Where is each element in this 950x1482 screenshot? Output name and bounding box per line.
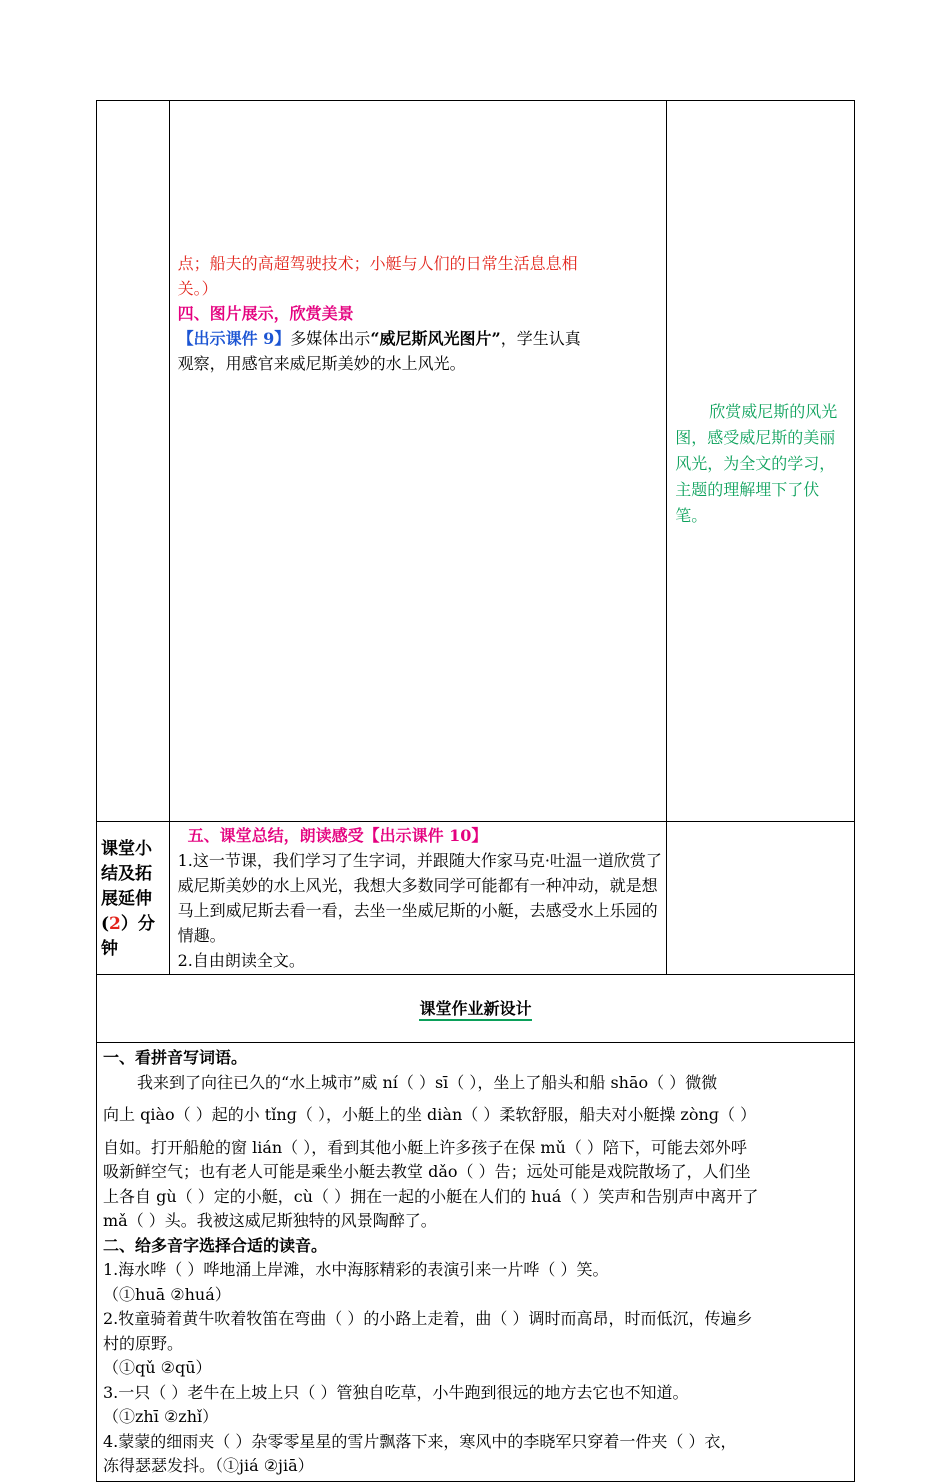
summary-row — [97, 822, 855, 975]
question-2-options: （①qǔ ②qū） — [103, 1358, 212, 1377]
homework-cell — [97, 1043, 855, 1482]
summary-point-1: 1.这一节课，我们学习了生字词，并跟随大作家马克·吐温一道欣赏了威尼斯美妙的水上风光，我想大多数同学可能都有一种冲动，就是想马上到威尼斯去看一看，去坐一坐威尼斯的小艇，去感受水上乐园的情趣。 — [177, 851, 662, 945]
question-1: 1.海水哗（ ）哗地涌上岸滩，水中海豚精彩的表演引来一片哗（ ）笑。 — [103, 1260, 609, 1279]
pinyin-line: 我来到了向往已久的“水上城市”威 ní（ ）sī（ ），坐上了船头和船 shāo（ ）微微 — [137, 1072, 718, 1092]
pinyin-line: 吸新鲜空气；也有老人可能是乘坐小艇去教堂 dǎo（ ）告；远处可能是戏院散场了，人们坐 — [103, 1162, 751, 1181]
lesson-plan-sheet — [96, 100, 855, 1482]
question-3-options: （①zhī ②zhǐ） — [103, 1407, 219, 1426]
question-2: 2.牧童骑着黄牛吹着牧笛在弯曲（ ）的小路上走着，曲（ ）调时而高昂，时而低沉，传遍乡 — [103, 1309, 753, 1328]
pinyin-line: mǎ（ ）头。我被这威尼斯独特的风景陶醉了。 — [103, 1211, 437, 1230]
side-note: 欣赏威尼斯的风光图，感受威尼斯的美丽风光，为全文的学习，主题的理解埋下了伏笔。 — [675, 402, 838, 525]
red-note-line: 关。） — [177, 279, 218, 298]
homework-title-cell — [97, 975, 855, 1043]
summary-point-2: 2.自由朗读全文。 — [177, 951, 305, 970]
question-4-continuation: 冻得瑟瑟发抖。（①jiá ②jiā） — [103, 1456, 314, 1475]
summary-note-cell — [667, 822, 855, 975]
homework-title-row — [97, 975, 855, 1043]
question-3: 3.一只（ ）老牛在上坡上只（ ）管独自吃草，小牛跑到很远的地方去它也不知道。 — [103, 1382, 689, 1402]
section-5-title: 五、课堂总结，朗读感受【出示课件 10】 — [187, 826, 488, 845]
courseware-9-label: 【出示课件 9】 — [177, 329, 291, 348]
red-note-line: 点；船夫的高超驾驶技术；小艇与人们的日常生活息息相 — [177, 254, 578, 273]
question-1-options: （①huā ②huá） — [103, 1284, 231, 1304]
side-note-cell — [667, 101, 855, 822]
summary-content-cell — [169, 822, 667, 975]
lesson-content-cell — [169, 101, 667, 822]
lesson-plan-table — [96, 100, 855, 1482]
homework-row — [97, 1043, 855, 1482]
part-2-title: 二、给多音字选择合适的读音。 — [103, 1235, 328, 1255]
empty-label-cell — [97, 101, 170, 822]
courseware-9-continuation: 观察，用感官来威尼斯美妙的水上风光。 — [177, 354, 466, 373]
pinyin-line: 上各自 gù（ ）定的小艇，cù（ ）拥在一起的小艇在人们的 huá（ ）笑声和告别声中离开了 — [103, 1186, 759, 1206]
venice-pictures-quote: “威尼斯风光图片” — [370, 329, 501, 348]
section-4-title: 四、图片展示，欣赏美景 — [177, 304, 354, 323]
homework-title: 课堂作业新设计 — [419, 999, 531, 1021]
summary-label: 课堂小结及拓展延伸(2）分钟 — [97, 822, 170, 975]
pinyin-line: 自如。打开船舱的窗 lián（ ），看到其他小艇上许多孩子在保 mǔ（ ）陪下，可能去郊外呼 — [103, 1137, 747, 1157]
question-4: 4.蒙蒙的细雨夹（ ）杂零零星星的雪片飘落下来，寒风中的李晓军只穿着一件夹（ ）衣， — [103, 1431, 737, 1451]
lesson-step-row — [97, 101, 855, 822]
pinyin-line: 向上 qiào（ ）起的小 tǐnɡ（ ），小艇上的坐 diàn（ ）柔软舒服，船夫对小艇操 zònɡ（ ） — [103, 1105, 757, 1124]
question-2-continuation: 村的原野。 — [103, 1333, 184, 1353]
part-1-title: 一、看拼音写词语。 — [103, 1048, 248, 1067]
courseware-9-paragraph: 【出示课件 9】多媒体出示“威尼斯风光图片”，学生认真 — [177, 329, 581, 348]
